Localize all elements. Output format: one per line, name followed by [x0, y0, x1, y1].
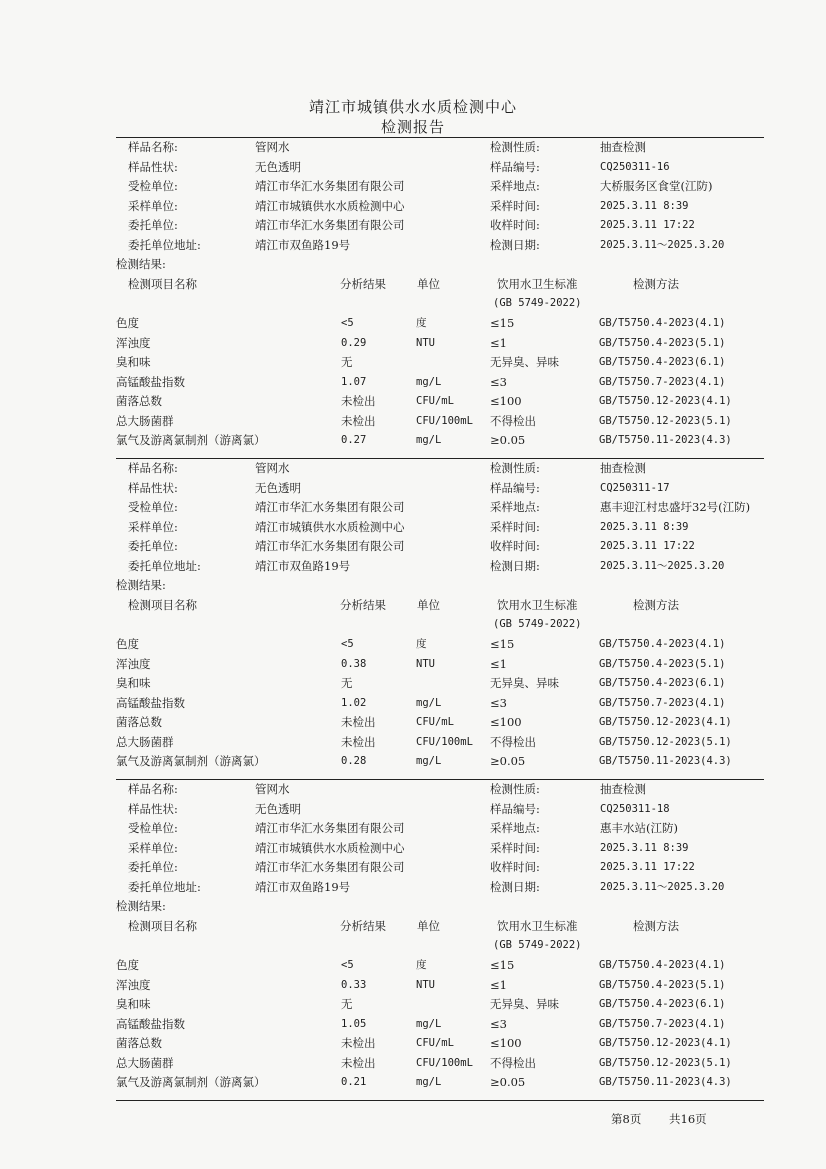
table-row-standard: ≥0.05 [490, 433, 526, 447]
sampling-site-label: 采样地点: [490, 500, 540, 515]
commissioning-address-label: 委托单位地址: [128, 880, 201, 894]
table-row-item: 臭和味 [116, 676, 151, 690]
table-row-result: <5 [341, 317, 354, 329]
table-row-item: 臭和味 [116, 997, 151, 1011]
report-subtitle: 检测报告 [380, 118, 445, 136]
col-standard-header: 饮用水卫生标准 [497, 598, 578, 612]
receipt-time-value: 2025.3.11 17:22 [600, 861, 695, 874]
table-row-result: 未检出 [341, 1036, 376, 1050]
receipt-time-value: 2025.3.11 17:22 [600, 540, 695, 553]
table-row-unit: mg/L [416, 696, 442, 709]
table-row-unit: 度 [416, 638, 427, 650]
sample-property-value: 无色透明 [255, 801, 301, 816]
col-standard-header: 饮用水卫生标准 [497, 919, 578, 933]
table-row-method: GB/T5750.4-2023(5.1) [599, 336, 726, 349]
section-divider [116, 458, 764, 459]
test-date-label: 检测日期: [490, 238, 540, 252]
table-row-result: 0.21 [341, 1076, 367, 1088]
sampling-time-label: 采样时间: [490, 840, 540, 855]
table-row-standard: ≤100 [490, 715, 522, 729]
inspected-unit-value: 靖江市华汇水务集团有限公司 [255, 500, 405, 515]
table-row-method: GB/T5750.4-2023(4.1) [599, 959, 726, 971]
table-row-item: 色度 [116, 958, 139, 972]
table-row-item: 高锰酸盐指数 [116, 1016, 185, 1031]
commissioning-address-label: 委托单位地址: [128, 238, 201, 252]
table-row-item: 总大肠菌群 [116, 734, 174, 749]
sample-property-label: 样品性状: [128, 159, 178, 174]
table-row-unit: CFU/mL [416, 395, 454, 407]
receipt-time-value: 2025.3.11 17:22 [600, 219, 695, 232]
table-row-result: 1.05 [341, 1017, 367, 1030]
sampling-unit-label: 采样单位: [128, 198, 178, 213]
inspected-unit-label: 受检单位: [128, 821, 178, 836]
test-nature-label: 检测性质: [490, 461, 540, 475]
commissioning-address-value: 靖江市双鱼路19号 [255, 880, 351, 894]
receipt-time-label: 收样时间: [490, 218, 540, 233]
commissioning-unit-value: 靖江市华汇水务集团有限公司 [255, 860, 405, 875]
sample-name-value: 管网水 [255, 461, 290, 475]
sample-property-value: 无色透明 [255, 480, 301, 495]
table-row-standard: ≤3 [490, 374, 507, 389]
commissioning-address-label: 委托单位地址: [128, 559, 201, 573]
table-row-result: 未检出 [341, 1055, 376, 1070]
table-row-method: GB/T5750.4-2023(5.1) [599, 657, 726, 670]
sampling-site-label: 采样地点: [490, 179, 540, 194]
results-label: 检测结果: [116, 899, 166, 913]
sampling-time-value: 2025.3.11 8:39 [600, 520, 689, 533]
table-row-item: 氯气及游离氯制剂（游离氯） [116, 754, 266, 768]
table-row-method: GB/T5750.12-2023(4.1) [599, 716, 732, 728]
table-row-unit: CFU/mL [416, 1037, 454, 1049]
inspected-unit-label: 受检单位: [128, 500, 178, 515]
table-row-result: <5 [341, 638, 354, 650]
page-number: 第8页 [611, 1112, 642, 1126]
table-row-unit: CFU/100mL [416, 1056, 473, 1069]
table-row-result: 1.02 [341, 696, 367, 709]
commissioning-unit-value: 靖江市华汇水务集团有限公司 [255, 218, 405, 233]
table-row-unit: CFU/100mL [416, 414, 473, 427]
table-row-standard: ≤3 [490, 1016, 507, 1031]
table-row-method: GB/T5750.11-2023(4.3) [599, 1076, 732, 1088]
table-row-method: GB/T5750.4-2023(5.1) [599, 978, 726, 991]
sample-name-value: 管网水 [255, 140, 290, 154]
table-row-unit: CFU/100mL [416, 735, 473, 748]
sample-property-label: 样品性状: [128, 801, 178, 816]
table-row-item: 菌落总数 [116, 1036, 162, 1050]
test-nature-value: 抽查检测 [600, 140, 646, 154]
sampling-site-value: 惠丰迎江村忠盛圩32号(江防) [600, 500, 751, 515]
table-row-unit: NTU [416, 978, 435, 991]
test-nature-label: 检测性质: [490, 782, 540, 796]
col-result-header: 分析结果 [340, 919, 386, 933]
col-result-header: 分析结果 [340, 277, 386, 291]
commissioning-unit-label: 委托单位: [128, 539, 178, 554]
table-row-item: 色度 [116, 316, 139, 330]
sample-property-value: 无色透明 [255, 159, 301, 174]
table-row-standard: 不得检出 [490, 413, 536, 428]
table-row-method: GB/T5750.4-2023(6.1) [599, 677, 726, 689]
col-unit-header: 单位 [417, 919, 440, 933]
sample-id-label: 样品编号: [490, 480, 540, 495]
table-row-unit: mg/L [416, 1076, 442, 1088]
col-method-header: 检测方法 [633, 598, 679, 612]
table-row-result: 0.33 [341, 978, 367, 991]
table-row-result: 1.07 [341, 375, 367, 388]
table-row-result: 0.38 [341, 657, 367, 670]
section-divider [116, 137, 764, 138]
table-row-unit: NTU [416, 336, 435, 349]
sampling-unit-value: 靖江市城镇供水水质检测中心 [255, 519, 405, 534]
table-row-method: GB/T5750.7-2023(4.1) [599, 1017, 726, 1030]
table-row-method: GB/T5750.7-2023(4.1) [599, 696, 726, 709]
table-row-unit: 度 [416, 959, 427, 971]
sampling-site-value: 大桥服务区食堂(江防) [600, 179, 713, 194]
table-row-standard: ≤15 [490, 316, 515, 330]
table-row-standard: 无异臭、异味 [490, 997, 559, 1011]
col-result-header: 分析结果 [340, 598, 386, 612]
section-divider [116, 779, 764, 780]
table-row-item: 菌落总数 [116, 715, 162, 729]
sampling-time-value: 2025.3.11 8:39 [600, 199, 689, 212]
table-row-item: 菌落总数 [116, 394, 162, 408]
sampling-unit-label: 采样单位: [128, 519, 178, 534]
table-row-result: 无 [341, 676, 353, 690]
table-row-method: GB/T5750.12-2023(4.1) [599, 1037, 732, 1049]
sampling-time-label: 采样时间: [490, 198, 540, 213]
col-standard-ref: (GB 5749-2022) [493, 297, 582, 309]
table-row-method: GB/T5750.4-2023(4.1) [599, 317, 726, 329]
commissioning-unit-label: 委托单位: [128, 860, 178, 875]
table-row-item: 总大肠菌群 [116, 1055, 174, 1070]
sample-id-label: 样品编号: [490, 801, 540, 816]
sampling-unit-label: 采样单位: [128, 840, 178, 855]
table-row-method: GB/T5750.12-2023(4.1) [599, 395, 732, 407]
receipt-time-label: 收样时间: [490, 860, 540, 875]
commissioning-unit-value: 靖江市华汇水务集团有限公司 [255, 539, 405, 554]
test-date-label: 检测日期: [490, 880, 540, 894]
sampling-time-label: 采样时间: [490, 519, 540, 534]
table-row-standard: ≤100 [490, 1036, 522, 1050]
table-row-standard: ≥0.05 [490, 1075, 526, 1089]
table-row-result: 未检出 [341, 734, 376, 749]
test-date-value: 2025.3.11～2025.3.20 [600, 881, 725, 893]
sampling-unit-value: 靖江市城镇供水水质检测中心 [255, 840, 405, 855]
footer-divider [116, 1100, 764, 1101]
table-row-result: 无 [341, 355, 353, 369]
col-method-header: 检测方法 [633, 277, 679, 291]
test-nature-value: 抽查检测 [600, 461, 646, 475]
table-row-result: 0.29 [341, 336, 367, 349]
col-standard-ref: (GB 5749-2022) [493, 939, 582, 951]
inspected-unit-label: 受检单位: [128, 179, 178, 194]
table-row-method: GB/T5750.12-2023(5.1) [599, 414, 732, 427]
table-row-standard: ≤3 [490, 695, 507, 710]
table-row-method: GB/T5750.12-2023(5.1) [599, 1056, 732, 1069]
col-standard-header: 饮用水卫生标准 [497, 277, 578, 291]
table-row-item: 高锰酸盐指数 [116, 374, 185, 389]
col-item-header: 检测项目名称 [128, 598, 197, 612]
col-item-header: 检测项目名称 [128, 277, 197, 291]
table-row-item: 浑浊度 [116, 335, 151, 350]
table-row-method: GB/T5750.7-2023(4.1) [599, 375, 726, 388]
table-row-method: GB/T5750.4-2023(6.1) [599, 998, 726, 1010]
table-row-item: 总大肠菌群 [116, 413, 174, 428]
table-row-result: <5 [341, 959, 354, 971]
table-row-method: GB/T5750.4-2023(4.1) [599, 638, 726, 650]
table-row-result: 未检出 [341, 413, 376, 428]
table-row-result: 无 [341, 997, 353, 1011]
sample-property-label: 样品性状: [128, 480, 178, 495]
commissioning-unit-label: 委托单位: [128, 218, 178, 233]
table-row-result: 0.27 [341, 434, 367, 446]
col-unit-header: 单位 [417, 598, 440, 612]
table-row-unit: mg/L [416, 375, 442, 388]
commissioning-address-value: 靖江市双鱼路19号 [255, 559, 351, 573]
table-row-item: 浑浊度 [116, 656, 151, 671]
table-row-unit: CFU/mL [416, 716, 454, 728]
table-row-result: 未检出 [341, 715, 376, 729]
table-row-method: GB/T5750.4-2023(6.1) [599, 356, 726, 368]
table-row-item: 色度 [116, 637, 139, 651]
col-method-header: 检测方法 [633, 919, 679, 933]
table-row-result: 未检出 [341, 394, 376, 408]
commissioning-address-value: 靖江市双鱼路19号 [255, 238, 351, 252]
sampling-unit-value: 靖江市城镇供水水质检测中心 [255, 198, 405, 213]
results-label: 检测结果: [116, 257, 166, 271]
sampling-site-label: 采样地点: [490, 821, 540, 836]
test-nature-value: 抽查检测 [600, 782, 646, 796]
table-row-standard: ≤1 [490, 977, 507, 992]
table-row-unit: mg/L [416, 434, 442, 446]
table-row-standard: ≤15 [490, 637, 515, 651]
sample-id-value: CQ250311-17 [600, 481, 670, 494]
table-row-unit: 度 [416, 317, 427, 329]
table-row-unit: NTU [416, 657, 435, 670]
inspected-unit-value: 靖江市华汇水务集团有限公司 [255, 179, 405, 194]
sample-id-value: CQ250311-16 [600, 160, 670, 173]
page-total: 共16页 [669, 1112, 707, 1126]
table-row-item: 高锰酸盐指数 [116, 695, 185, 710]
table-row-standard: 无异臭、异味 [490, 676, 559, 690]
table-row-item: 浑浊度 [116, 977, 151, 992]
sample-name-value: 管网水 [255, 782, 290, 796]
test-date-value: 2025.3.11～2025.3.20 [600, 239, 725, 251]
col-item-header: 检测项目名称 [128, 919, 197, 933]
test-nature-label: 检测性质: [490, 140, 540, 154]
sample-name-label: 样品名称: [128, 782, 178, 796]
table-row-standard: ≥0.05 [490, 754, 526, 768]
sample-name-label: 样品名称: [128, 140, 178, 154]
table-row-standard: 无异臭、异味 [490, 355, 559, 369]
table-row-unit: mg/L [416, 755, 442, 767]
table-row-result: 0.28 [341, 755, 367, 767]
table-row-standard: ≤1 [490, 335, 507, 350]
sampling-time-value: 2025.3.11 8:39 [600, 841, 689, 854]
sampling-site-value: 惠丰水站(江防) [600, 821, 678, 836]
col-standard-ref: (GB 5749-2022) [493, 618, 582, 630]
test-date-label: 检测日期: [490, 559, 540, 573]
table-row-method: GB/T5750.11-2023(4.3) [599, 434, 732, 446]
table-row-standard: ≤1 [490, 656, 507, 671]
table-row-method: GB/T5750.11-2023(4.3) [599, 755, 732, 767]
table-row-item: 氯气及游离氯制剂（游离氯） [116, 1075, 266, 1089]
table-row-standard: 不得检出 [490, 734, 536, 749]
inspected-unit-value: 靖江市华汇水务集团有限公司 [255, 821, 405, 836]
table-row-method: GB/T5750.12-2023(5.1) [599, 735, 732, 748]
table-row-standard: 不得检出 [490, 1055, 536, 1070]
sample-id-label: 样品编号: [490, 159, 540, 174]
sample-name-label: 样品名称: [128, 461, 178, 475]
table-row-standard: ≤100 [490, 394, 522, 408]
report-title: 靖江市城镇供水水质检测中心 [308, 98, 517, 116]
table-row-unit: mg/L [416, 1017, 442, 1030]
table-row-item: 臭和味 [116, 355, 151, 369]
receipt-time-label: 收样时间: [490, 539, 540, 554]
table-row-standard: ≤15 [490, 958, 515, 972]
test-date-value: 2025.3.11～2025.3.20 [600, 560, 725, 572]
table-row-item: 氯气及游离氯制剂（游离氯） [116, 433, 266, 447]
col-unit-header: 单位 [417, 277, 440, 291]
sample-id-value: CQ250311-18 [600, 802, 670, 815]
results-label: 检测结果: [116, 578, 166, 592]
